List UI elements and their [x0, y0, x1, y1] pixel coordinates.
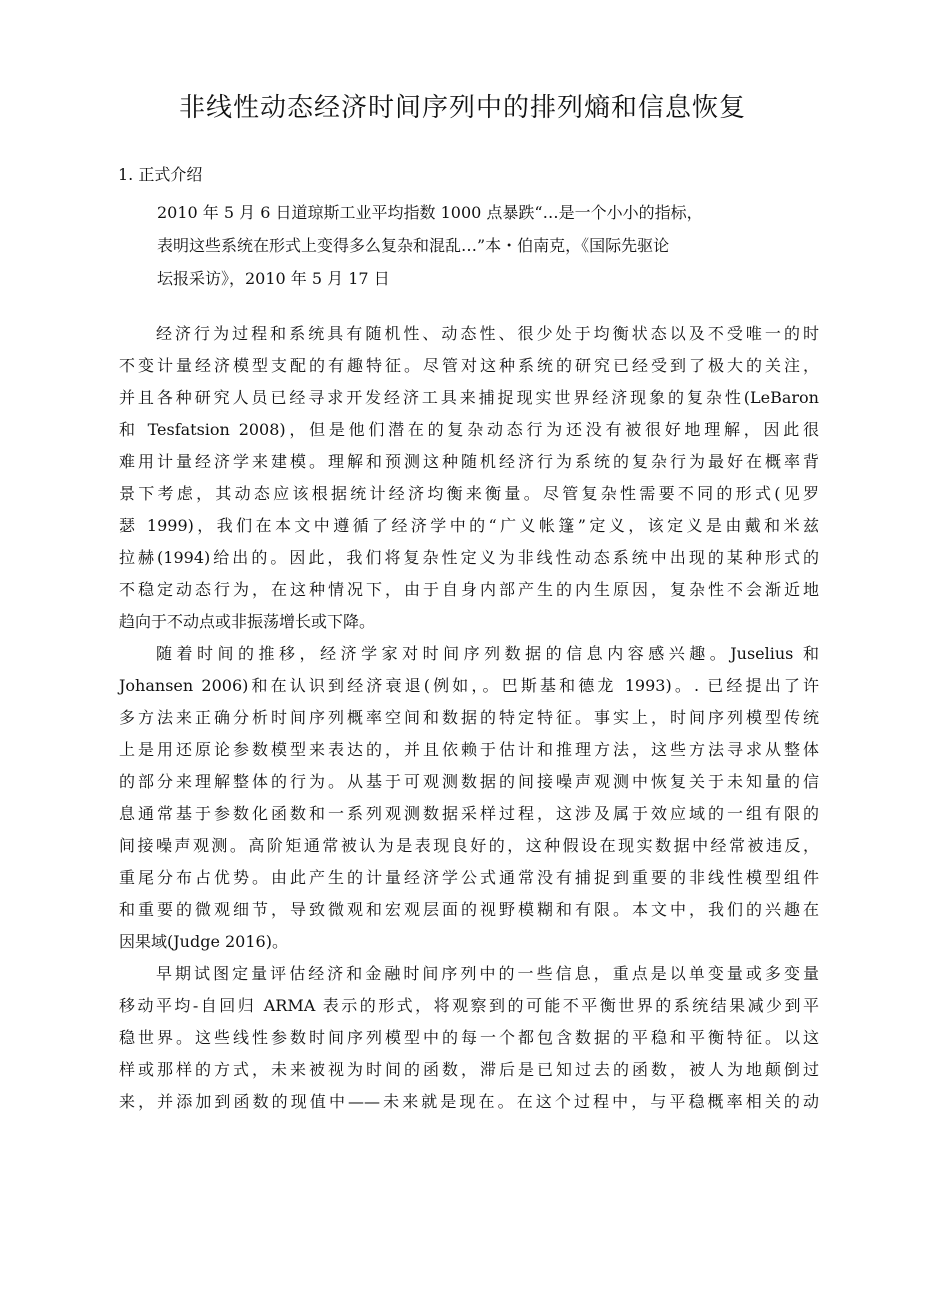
text-line: 经济行为过程和系统具有随机性、动态性、很少处于均衡状态以及不受唯一的时: [156, 324, 819, 343]
text-line: 拉赫(1994)给出的。因此，我们将复杂性定义为非线性动态系统中出现的某种形式的: [119, 548, 819, 567]
epigraph-line: 2010 年 5 月 6 日道琼斯工业平均指数 1000 点暴跌“…是一个小小的指标，: [157, 203, 703, 222]
text-line: Johansen 2006)和在认识到经济衰退(例如，。巴斯基和德龙 1993)。. 已经提出了许: [119, 676, 819, 695]
text-line: 多方法来正确分析时间序列概率空间和数据的特定特征。事实上，时间序列模型传统: [119, 708, 819, 727]
section-heading: 1. 正式介绍: [118, 165, 203, 184]
text-line: 不变计量经济模型支配的有趣特征。尽管对这种系统的研究已经受到了极大的关注，: [119, 356, 819, 375]
text-line: 的部分来理解整体的行为。从基于可观测数据的间接噪声观测中恢复关于未知量的信: [119, 772, 819, 791]
text-line: 难用计量经济学来建模。理解和预测这种随机经济行为系统的复杂行为最好在概率背: [119, 452, 819, 471]
text-line: 因果域(Judge 2016)。: [119, 932, 288, 951]
text-line: 景下考虑，其动态应该根据统计经济均衡来衡量。尽管复杂性需要不同的形式(见罗: [119, 484, 819, 503]
text-line: 和 Tesfatsion 2008)，但是他们潜在的复杂动态行为还没有被很好地理解，因此很: [119, 420, 819, 439]
text-line: 和重要的微观细节，导致微观和宏观层面的视野模糊和有限。本文中，我们的兴趣在: [119, 900, 819, 919]
document-title: 非线性动态经济时间序列中的排列熵和信息恢复: [178, 93, 746, 123]
text-line: 移动平均-自回归 ARMA 表示的形式，将观察到的可能不平衡世界的系统结果减少到平: [119, 996, 819, 1015]
text-line: 间接噪声观测。高阶矩通常被认为是表现良好的，这种假设在现实数据中经常被违反，: [119, 836, 819, 855]
paragraph-2: [119, 638, 819, 958]
text-line: 早期试图定量评估经济和金融时间序列中的一些信息，重点是以单变量或多变量: [156, 964, 819, 983]
body-text: [119, 318, 819, 1118]
epigraph-line: 坛报采访》，2010 年 5 月 17 日: [157, 269, 390, 288]
text-line: 不稳定动态行为，在这种情况下，由于自身内部产生的内生原因，复杂性不会渐近地: [119, 580, 819, 599]
text-line: 稳世界。这些线性参数时间序列模型中的每一个都包含数据的平稳和平衡特征。以这: [119, 1028, 819, 1047]
text-line: 样或那样的方式，未来被视为时间的函数，滞后是已知过去的函数，被人为地颠倒过: [119, 1060, 819, 1079]
text-line: 上是用还原论参数模型来表达的，并且依赖于估计和推理方法，这些方法寻求从整体: [119, 740, 819, 759]
text-line: 趋向于不动点或非振荡增长或下降。: [119, 612, 376, 631]
text-line: 重尾分布占优势。由此产生的计量经济学公式通常没有捕捉到重要的非线性模型组件: [119, 868, 819, 887]
text-line: 息通常基于参数化函数和一系列观测数据采样过程，这涉及属于效应域的一组有限的: [119, 804, 819, 823]
text-line: 瑟 1999)，我们在本文中遵循了经济学中的“广义帐篷”定义，该定义是由戴和米兹: [119, 516, 819, 535]
paragraph-1: [119, 318, 819, 638]
epigraph-quote: [157, 196, 797, 295]
text-line: 随着时间的推移，经济学家对时间序列数据的信息内容感兴趣。Juselius 和: [156, 644, 819, 663]
paragraph-3: [119, 958, 819, 1118]
text-line: 来，并添加到函数的现值中——未来就是现在。在这个过程中，与平稳概率相关的动: [119, 1092, 819, 1111]
epigraph-line: 表明这些系统在形式上变得多么复杂和混乱…”本・伯南克，《国际先驱论: [157, 236, 670, 255]
text-line: 并且各种研究人员已经寻求开发经济工具来捕捉现实世界经济现象的复杂性(LeBaron: [119, 388, 819, 407]
